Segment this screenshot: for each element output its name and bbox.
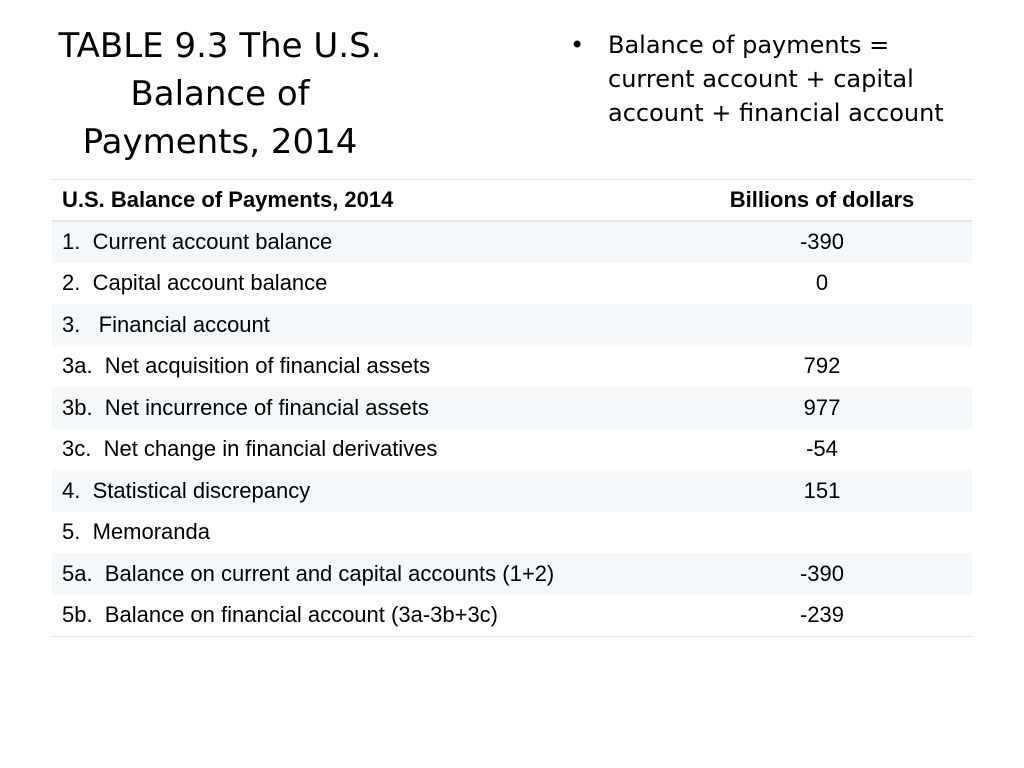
balance-of-payments-table — [52, 179, 972, 637]
table-row — [52, 387, 972, 429]
table-row — [52, 429, 972, 471]
table-row — [52, 553, 972, 595]
row-value: 0 — [815, 270, 829, 296]
table-row — [52, 304, 972, 346]
table-row — [52, 470, 972, 512]
table-row — [52, 346, 972, 388]
row-value: 977 — [803, 394, 841, 420]
table-row — [52, 595, 972, 637]
row-label: 1. Current account balance — [62, 229, 333, 255]
slide-title: TABLE 9.3 The U.S. Balance of Payments, 2014 — [58, 26, 382, 162]
row-value: -54 — [806, 436, 838, 462]
row-label: 3c. Net change in financial derivatives — [62, 436, 438, 462]
column-header-item: U.S. Balance of Payments, 2014 — [62, 187, 394, 212]
row-label: 2. Capital account balance — [62, 270, 328, 296]
row-label: 5a. Balance on current and capital accounts (1+2) — [62, 560, 555, 586]
row-label: 3. Financial account — [62, 311, 270, 337]
row-label: 3b. Net incurrence of financial assets — [62, 394, 429, 420]
row-value — [672, 304, 972, 346]
row-value: -390 — [799, 560, 845, 586]
table-row — [52, 512, 972, 554]
row-label: 5. Memoranda — [62, 519, 210, 545]
table-row — [52, 221, 972, 263]
row-value: -390 — [799, 229, 845, 255]
column-header-value: Billions of dollars — [729, 187, 915, 212]
bullet-marker: • — [570, 31, 585, 59]
row-label: 5b. Balance on financial account (3a-3b+3c) — [62, 602, 499, 627]
table-header-row — [52, 180, 972, 222]
row-value: 151 — [803, 477, 841, 503]
bullet-text: Balance of payments = current account + capital account + financial account — [608, 31, 944, 127]
row-value: -239 — [799, 602, 845, 627]
bullet-list — [562, 28, 1002, 130]
table-row — [52, 263, 972, 305]
row-label: 4. Statistical discrepancy — [62, 477, 311, 503]
row-label: 3a. Net acquisition of financial assets — [62, 353, 431, 379]
row-value — [672, 512, 972, 554]
row-value: 792 — [803, 353, 841, 379]
bullet-item — [562, 28, 1002, 130]
